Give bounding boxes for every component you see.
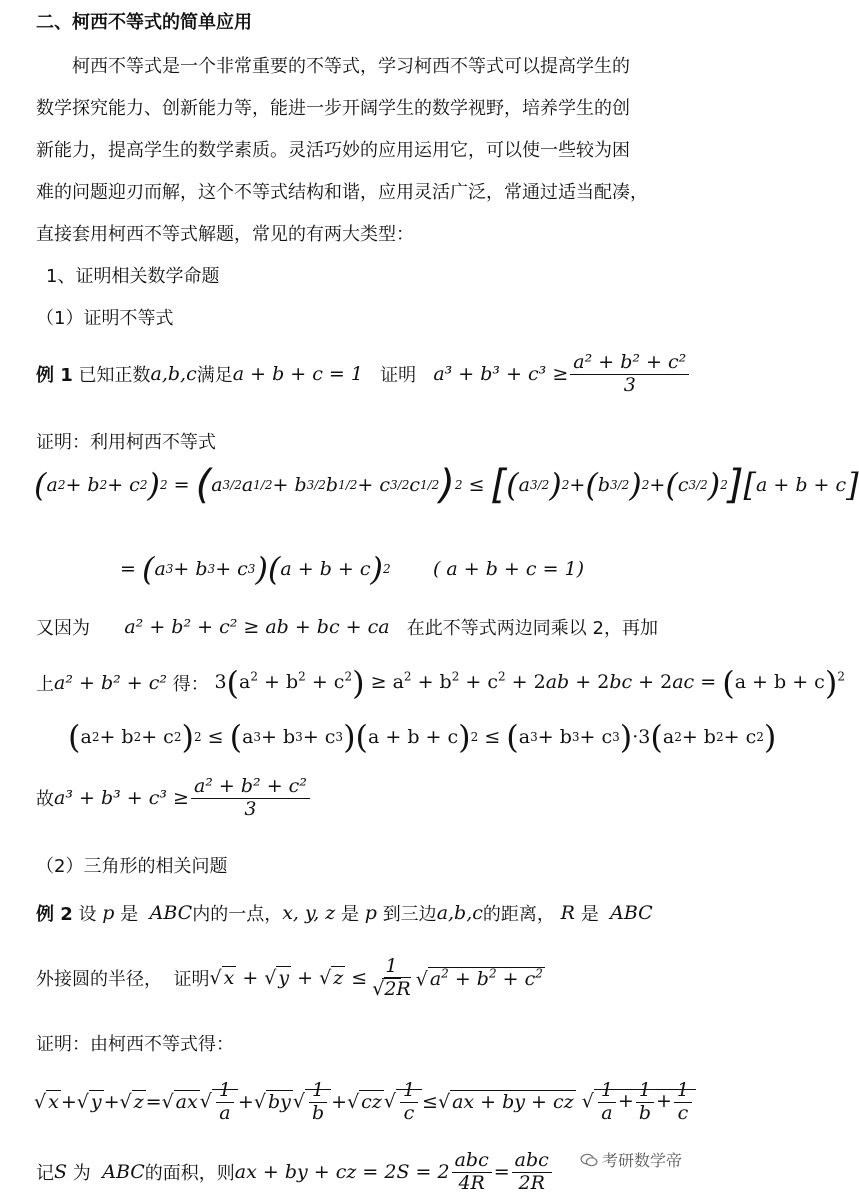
equation-4: √ x + √ y + √ z = √ ax √ $\frac{1}{a}$ + √ by √ $\frac{1}{b}$ + √ cz √ $\frac{1}{c}$ ≤ √ ax + by + cz √ $\frac{1}{a}$ + $\frac{1}{b}$ + $\frac{1}{c}$ — [34, 1080, 696, 1125]
equation-note: ( a + b + c = 1) — [432, 558, 585, 580]
equation-3: ( a 2 + b 2 + c 2 ) 2 ≤ ( a 3 + b 3 + c 3 ) ( a + b + c ) 2 ≤ ( a 3 + b 3 + c 3 ) ·3 ( a 2 + b 2 + c 2 ) — [68, 718, 777, 756]
watermark — [580, 1148, 682, 1171]
var-sides: a,b,c — [436, 902, 483, 924]
subheading-1: 1、证明相关数学命题 — [46, 266, 220, 287]
subheading-1-1: （1）证明不等式 — [36, 308, 174, 329]
subheading-1-2: （2）三角形的相关问题 — [36, 856, 228, 877]
example-1-label: 例 1 — [36, 365, 73, 387]
example-1-text: 已知正数 — [78, 365, 151, 387]
example-2-label: 例 2 — [36, 904, 73, 925]
watermark-text: 考研数学帝 — [601, 1151, 682, 1170]
example-1-vars: a,b,c — [150, 363, 197, 386]
text: 又因为 — [36, 618, 90, 639]
section-title: 二、柯西不等式的简单应用 — [36, 12, 252, 33]
fraction-denominator: 3 — [244, 797, 257, 820]
example-1-fraction — [570, 352, 689, 397]
conclusion-fraction — [191, 776, 310, 821]
text: 的距离， — [482, 904, 555, 925]
example-2-line2: 外接圆的半径， 证明 √ x + √ y + √ z ≤ $\frac{1}{√2R}$ √ $a^2 + b^2 + c^2$ — [36, 955, 543, 1000]
inequality-2: a² + b² + c² ≥ ab + bc + ca — [124, 616, 390, 638]
paragraph-line: 数学探究能力、创新能力等，能进一步开阔学生的数学视野，培养学生的创 — [36, 98, 630, 119]
text: 外接圆的半径， — [36, 969, 162, 991]
text: 的面积，则 — [144, 1163, 235, 1185]
var-S: S — [54, 1161, 68, 1184]
text: 上 — [36, 674, 54, 695]
text: 内的一点， — [192, 904, 283, 925]
conclusion-line — [36, 776, 312, 821]
fraction-denominator: 3 — [623, 373, 636, 396]
text: 证明 — [173, 969, 210, 991]
fraction-numerator: a² + b² + c² — [191, 776, 310, 799]
paragraph-line: 柯西不等式是一个非常重要的不等式，学习柯西不等式可以提高学生的 — [72, 56, 630, 77]
fraction-numerator: a² + b² + c² — [570, 352, 689, 375]
var-R: R — [560, 902, 575, 924]
example-1-lhs: a³ + b³ + c³ ≥ — [433, 363, 569, 386]
text: 记 — [36, 1163, 54, 1185]
text: 在此不等式两边同乘以 2，再加 — [406, 618, 658, 639]
paragraph-line: 难的问题迎刃而解，这个不等式结构和谐，应用灵活广泛，常通过适当配凑， — [36, 182, 648, 203]
text: 是 — [341, 904, 360, 925]
example-1-condition: a + b + c = 1 — [232, 363, 363, 386]
text: 是 — [580, 904, 599, 925]
conclusion-lhs: a³ + b³ + c³ ≥ — [54, 787, 189, 810]
var-xyz: x, y, z — [282, 902, 336, 924]
area-expr: ax + by + cz = 2S = 2 — [234, 1161, 450, 1184]
proof-2-label: 证明：由柯西不等式得： — [36, 1034, 234, 1055]
equation-1b: = ( a 3 + b 3 + c 3 ) ( a + b + c ) 2 ( a + b + c = 1) — [120, 550, 585, 588]
youyinwei-line — [36, 614, 658, 640]
text: 是 — [120, 904, 139, 925]
example-2-fraction: $\frac{1}{√2R}$ — [372, 955, 411, 1000]
triangle-abc: ABC — [149, 902, 193, 924]
text: 到三边 — [382, 904, 437, 925]
var-p: p — [364, 902, 377, 924]
proof-1-label: 证明：利用柯西不等式 — [36, 432, 216, 453]
paragraph-line: 直接套用柯西不等式解题，常见的有两大类型： — [36, 224, 414, 245]
example-1-text: 满足 — [196, 365, 233, 387]
text: 故 — [36, 789, 54, 811]
text: 为 — [72, 1163, 91, 1185]
shang-line: 上 a² + b² + c² 得： $3(a^2 + b^2 + c^2) \ge a^2 + b^2 + c^2 + 2ab + 2bc + 2ac = (a + b + c)^2$ — [36, 664, 845, 702]
example-1 — [36, 352, 691, 397]
example-1-text: 证明 — [380, 365, 417, 387]
var-p: p — [102, 902, 115, 924]
text: 得： — [172, 674, 209, 695]
triangle-abc: ABC — [610, 902, 653, 924]
text: 设 — [78, 904, 97, 925]
area-line: 记 S 为 ABC 的面积，则 ax + by + cz = 2S = 2 $\frac{\text{abc}}{4R}$ = $\frac{\text{abc}}{2R}$ — [36, 1150, 554, 1195]
wechat-icon — [580, 1153, 598, 1167]
paragraph-line: 新能力，提高学生的数学素质。灵活巧妙的应用运用它，可以使一些较为困 — [36, 140, 630, 161]
triangle-abc: ABC — [102, 1161, 145, 1184]
equation-1: ( a 2 + b 2 + c 2 ) 2 = ( a 3/2 a 1/2 + b 3/2 b 1/2 + c 3/2 c 1/2 ) 2 ≤ [ ( a 3/2 ) 2 + ( b 3/2 ) 2 + ( c 3/2 ) 2 ] [ a + b + c ] — [34, 462, 859, 508]
expr: a² + b² + c² — [54, 672, 167, 694]
example-2 — [36, 900, 653, 926]
